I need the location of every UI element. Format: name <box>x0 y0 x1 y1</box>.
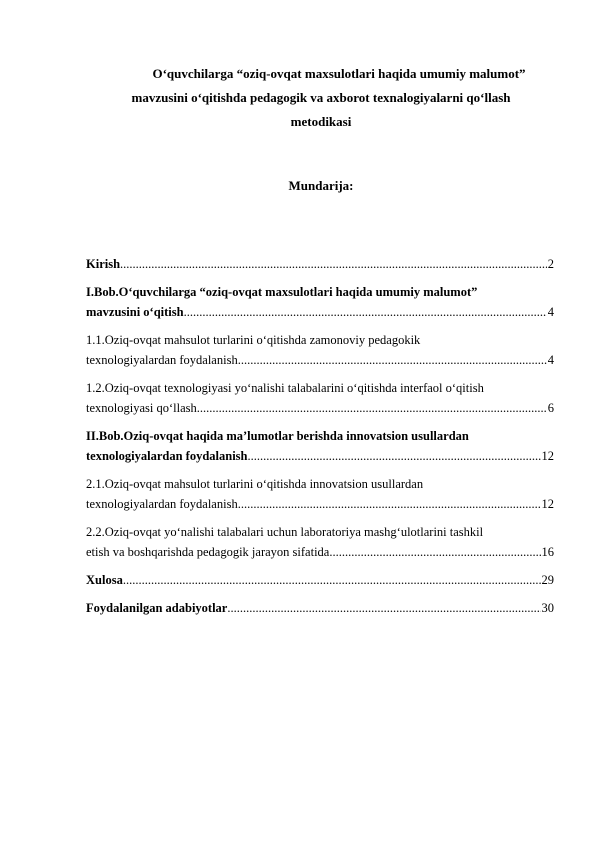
toc-page-number: 12 <box>541 449 554 463</box>
toc-page-number: 4 <box>547 353 554 367</box>
toc-page-number: 2 <box>547 257 554 271</box>
title-line-2: mavzusini o‘qitishda pedagogik va axborot texnalogiyalarni qo‘llash <box>131 90 511 105</box>
toc-entry-title: texnologiyasi qo‘llash <box>86 401 197 415</box>
toc-page-number: 30 <box>541 601 554 615</box>
title-line-1: O‘quvchilarga “oziq-ovqat maxsulotlari haqida umumiy malumot” <box>152 66 526 81</box>
toc-entry-title-line1: 2.2.Oziq-ovqat yo‘nalishi talabalari uchun laboratoriya mashg‘ulotlarini tashkil <box>86 525 484 539</box>
toc-entry-title-line1: II.Bob.Oziq-ovqat haqida ma’lumotlar berishda innovatsion usullardan <box>86 429 469 443</box>
toc-dot-leader <box>238 494 541 514</box>
toc-entry-title: texnologiyalardan foydalanish <box>86 497 238 511</box>
toc-dot-leader <box>123 570 541 590</box>
toc-entry[interactable] <box>86 330 554 370</box>
toc-entry-title: etish va boshqarishda pedagogik jarayon sifatida <box>86 545 330 559</box>
toc-entry[interactable] <box>86 598 554 618</box>
toc-dot-leader <box>248 446 541 466</box>
toc-page-number: 6 <box>547 401 554 415</box>
toc-dot-leader <box>120 254 547 274</box>
table-of-contents <box>86 254 554 626</box>
toc-entry[interactable] <box>86 378 554 418</box>
toc-entry[interactable] <box>86 426 554 466</box>
toc-entry-title-line1: I.Bob.O‘quvchilarga “oziq-ovqat maxsulotlari haqida umumiy malumot” <box>86 285 478 299</box>
toc-entry-title-line1: 2.1.Oziq-ovqat mahsulot turlarini o‘qitishda innovatsion usullardan <box>86 477 424 491</box>
toc-dot-leader <box>238 350 547 370</box>
toc-heading: Mundarija: <box>288 178 354 193</box>
toc-entry[interactable] <box>86 254 554 274</box>
toc-entry-title: Xulosa <box>86 573 123 587</box>
toc-page-number: 4 <box>547 305 554 319</box>
document-title <box>86 62 556 134</box>
toc-entry-title: Foydalanilgan adabiyotlar <box>86 601 228 615</box>
toc-entry[interactable] <box>86 282 554 322</box>
toc-dot-leader <box>184 302 547 322</box>
toc-entry-title: mavzusini o‘qitish <box>86 305 184 319</box>
title-line-3: metodikasi <box>290 114 352 129</box>
toc-entry[interactable] <box>86 570 554 590</box>
toc-entry-title: Kirish <box>86 257 121 271</box>
toc-page-number: 12 <box>541 497 554 511</box>
toc-entry[interactable] <box>86 474 554 514</box>
toc-entry[interactable] <box>86 522 554 562</box>
toc-dot-leader <box>227 598 540 618</box>
toc-entry-title-line1: 1.2.Oziq-ovqat texnologiyasi yo‘nalishi talabalarini o‘qitishda interfaol o‘qitish <box>86 381 484 395</box>
toc-page-number: 16 <box>541 545 554 559</box>
toc-entry-title-line1: 1.1.Oziq-ovqat mahsulot turlarini o‘qitishda zamonoviy pedagokik <box>86 333 421 347</box>
toc-dot-leader <box>197 398 547 418</box>
toc-entry-title: texnologiyalardan foydalanish <box>86 449 248 463</box>
toc-dot-leader <box>329 542 540 562</box>
toc-page-number: 29 <box>541 573 554 587</box>
toc-entry-title: texnologiyalardan foydalanish <box>86 353 238 367</box>
